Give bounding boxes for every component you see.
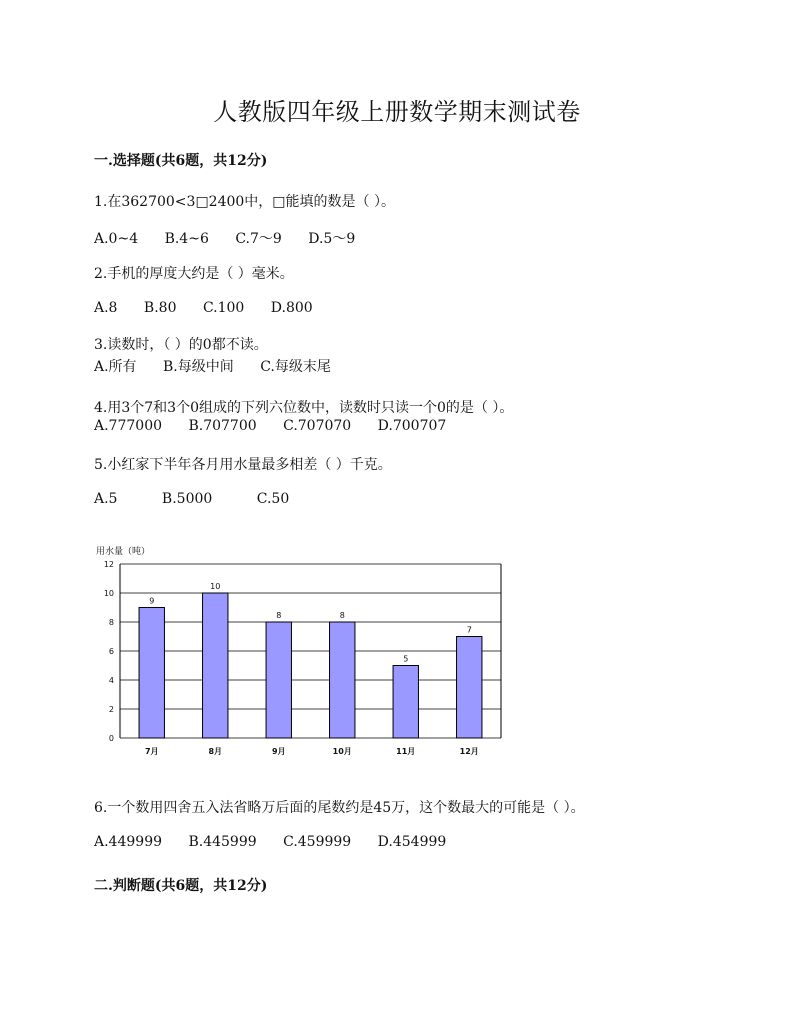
question-3-options <box>94 356 353 376</box>
option-b: B.5000 <box>161 491 213 507</box>
question-1: 1.在362700<3□2400中，□能填的数是（ ）。 <box>94 194 395 210</box>
y-tick-label: 12 <box>103 560 114 569</box>
bar <box>457 637 482 739</box>
bar-data-label: 7 <box>466 625 472 635</box>
question-1-options <box>94 228 377 248</box>
x-tick-label: 8月 <box>208 747 223 756</box>
x-tick-label: 7月 <box>144 747 159 756</box>
bar <box>139 608 164 739</box>
y-tick-label: 0 <box>108 734 114 743</box>
bar-data-label: 10 <box>210 582 221 591</box>
question-2: 2.手机的厚度大约是（ ）毫米。 <box>94 266 294 282</box>
option-a: A.777000 <box>94 418 163 434</box>
option-c: C.707070 <box>283 418 352 434</box>
bar-data-label: 8 <box>276 611 282 620</box>
option-c: C.100 <box>202 300 245 316</box>
option-d: D.800 <box>270 300 313 316</box>
option-d: D.454999 <box>377 834 447 850</box>
question-3: 3.读数时，（ ）的0都不读。 <box>94 337 268 353</box>
option-c: C.50 <box>256 491 290 507</box>
question-5: 5.小红家下半年各月用水量最多相差（ ）千克。 <box>94 457 392 473</box>
x-tick-label: 9月 <box>271 747 286 756</box>
question-4: 4.用3个7和3个0组成的下列六位数中，读数时只读一个0的是（ ）。 <box>94 400 514 416</box>
x-tick-label: 11月 <box>396 747 416 756</box>
section-heading-judgment: 二.判断题(共6题，共12分) <box>94 878 268 894</box>
option-b: B.80 <box>143 300 177 316</box>
option-b: B.4~6 <box>164 231 209 247</box>
question-2-options <box>94 300 335 316</box>
bar-data-label: 5 <box>403 654 409 664</box>
option-a: A.449999 <box>94 834 163 850</box>
bar-data-label: 9 <box>149 596 155 606</box>
y-tick-label: 10 <box>103 589 114 598</box>
option-d: D.5～9 <box>308 231 356 247</box>
x-tick-label: 10月 <box>332 747 352 756</box>
question-4-options <box>94 418 468 434</box>
bar <box>203 593 228 738</box>
option-c: C.7～9 <box>235 231 282 247</box>
question-5-options <box>94 491 311 507</box>
y-axis-title: 用水量（吨） <box>96 547 151 557</box>
option-a: A.所有 <box>94 359 137 375</box>
option-a: A.5 <box>94 491 118 507</box>
y-tick-label: 2 <box>108 705 114 714</box>
y-tick-label: 6 <box>108 647 114 656</box>
option-b: B.707700 <box>188 418 257 434</box>
option-a: A.8 <box>94 300 118 316</box>
question-6: 6.一个数用四舍五入法省略万后面的尾数约是45万，这个数最大的可能是（ ）。 <box>94 800 585 816</box>
x-tick-label: 12月 <box>459 747 479 756</box>
option-d: D.700707 <box>377 418 447 434</box>
bar <box>266 622 291 738</box>
section-heading-choice: 一.选择题(共6题，共12分) <box>94 153 268 169</box>
y-tick-label: 8 <box>108 618 114 627</box>
option-c: C.459999 <box>283 834 352 850</box>
option-b: B.每级中间 <box>163 359 234 375</box>
bar-data-label: 8 <box>339 611 345 620</box>
y-tick-label: 4 <box>108 676 114 685</box>
page-title: 人教版四年级上册数学期末测试卷 <box>213 98 581 126</box>
bar <box>393 666 418 739</box>
option-a: A.0~4 <box>94 231 139 247</box>
question-6-options <box>94 834 468 850</box>
option-c: C.每级末尾 <box>260 359 331 375</box>
option-b: B.445999 <box>188 834 257 850</box>
water-usage-bar-chart <box>88 540 518 770</box>
bar <box>330 622 355 738</box>
